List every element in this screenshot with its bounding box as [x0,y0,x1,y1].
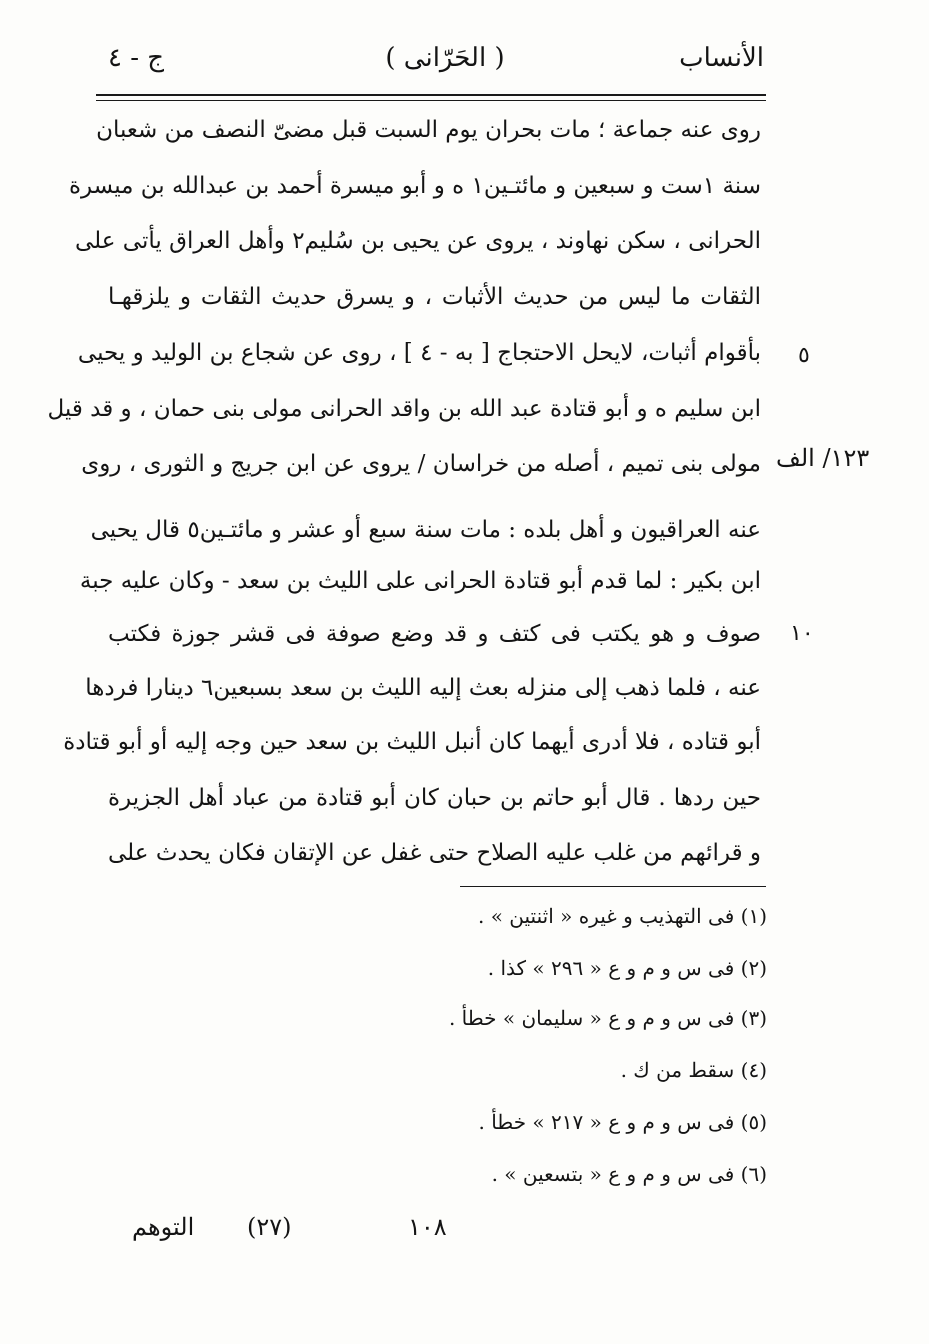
folio-marker: ١٢٣/ الف [776,444,870,472]
entry-heading: ( الحَرّانى ) [385,43,505,73]
text-line: روى عنه جماعة ؛ مات بحران يوم السبت قبل مضىّ النصف من شعبان [96,117,761,143]
text-line: عنه ، فلما ذهب إلى منزله بعث إليه الليث بن سعد بسبعين٦ دينارا فردها [85,675,761,701]
page-number: ١٠٨ [408,1213,447,1241]
running-title: الأنساب [679,43,764,73]
text-line: الثقات ما ليس من حديث الأثبات ، و يسرق حديث الثقات و يلزقهـا [108,284,761,310]
footnote: (٦) فى س و م و ع « بتسعين » . [491,1162,767,1186]
text-line: و قرائهم من غلب عليه الصلاح حتى غفل عن الإتقان فكان يحدث على [108,840,761,866]
footnote: (٢) فى س و م و ع « ٢٩٦ » كذا . [487,956,767,980]
footnote: (١) فى التهذيب و غيره « اثنتين » . [477,904,767,928]
text-line: مولى بنى تميم ، أصله من خراسان / يروى عن ابن جريج و الثورى ، روى [81,451,761,477]
footnote: (٥) فى س و م و ع « ٢١٧ » خطأ . [478,1110,767,1134]
footnote: (٤) سقط من ك . [620,1058,767,1082]
text-line: صوف و هو يكتب فى كتف و قد وضع صوفة فى قشر جوزة فكتب [108,621,761,647]
text-line: حين ردها . قال أبو حاتم بن حبان كان أبو قتادة من عباد أهل الجزيرة [108,785,761,811]
footnote: (٣) فى س و م و ع « سليمان » خطأ . [448,1006,767,1030]
header-rule-thin [96,100,766,101]
line-number-5: ٥ [798,343,810,368]
text-line: أبو قتاده ، فلا أدرى أيهما كان أنبل الليث بن سعد حين وجه إليه أو أبو قتادة [63,729,761,755]
text-line: عنه العراقيون و أهل بلده : مات سنة سبع أو عشر و مائتـين٥ قال يحيى [90,517,761,543]
volume-label: ج - ٤ [108,43,165,73]
text-line: سنة ١ست و سبعين و مائتـين١ ه و أبو ميسرة أحمد بن عبدالله بن ميسرة [68,173,761,199]
line-number-10: ١٠ [790,621,814,646]
text-line: بأقوام أثبات، لايحل الاحتجاج [ به - ٤ ] ، روى عن شجاع بن الوليد و يحيى [77,340,761,366]
footer-sheet-number: (٢٧) [247,1213,292,1241]
text-line: الحرانى ، سكن نهاوند ، يروى عن يحيى بن سُليم٢ وأهل العراق يأتى على [74,228,761,254]
header-rule [96,94,766,96]
text-line: ابن سليم ه و أبو قتادة عبد الله بن واقد الحرانى مولى بنى حمان ، و قد قيل [47,396,761,422]
text-line: ابن بكير : لما قدم أبو قتادة الحرانى على الليث بن سعد - وكان عليه جبة [79,568,761,594]
footnote-rule [460,886,766,887]
footer-signature: التوهم [132,1213,195,1241]
